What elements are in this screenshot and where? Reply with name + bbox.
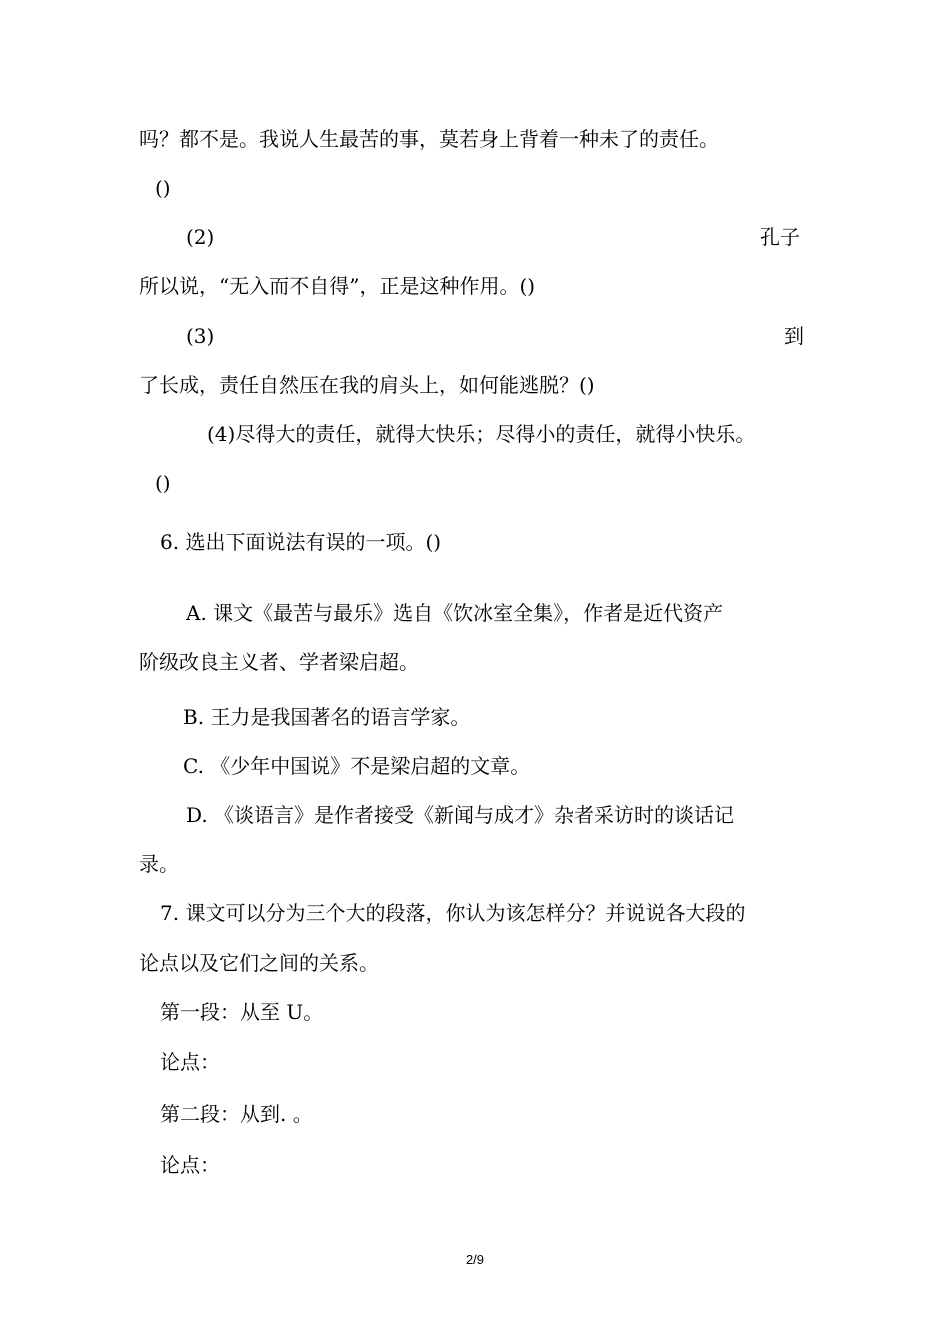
text-line-item-2: 所以说，“无入而不自得”，正是这种作用。(): [139, 274, 536, 298]
text-line-1: 吗？都不是。我说人生最苦的事，莫若身上背着一种未了的责任。: [139, 127, 719, 151]
section-2-argument: 论点：: [160, 1153, 220, 1177]
item-label-3: (3): [186, 324, 215, 348]
option-d: D. 《谈语言》是作者接受《新闻与成才》杂者采访时的谈话记: [186, 803, 735, 827]
text-line-item-4: (4)尽得大的责任，就得大快乐；尽得小的责任，就得小快乐。: [207, 422, 756, 446]
option-c: C. 《少年中国说》不是梁启超的文章。: [183, 754, 531, 778]
option-d-continued: 录。: [139, 852, 179, 876]
question-7-continued: 论点以及它们之间的关系。: [139, 951, 379, 975]
answer-blank-4: (): [155, 471, 171, 495]
text-line-item-3: 了长成，责任自然压在我的肩头上，如何能逃脱？(): [139, 373, 595, 397]
option-a-continued: 阶级改良主义者、学者梁启超。: [139, 650, 419, 674]
page-number: 2/9: [465, 1252, 485, 1267]
section-1-range: 第一段：从至 U。: [160, 1000, 324, 1024]
text-fragment-kongzi: 孔子: [760, 225, 800, 249]
section-2-range: 第二段：从到. 。: [160, 1102, 313, 1126]
item-label-2: (2): [186, 225, 215, 249]
option-a: A. 课文《最苦与最乐》选自《饮冰室全集》，作者是近代资产: [186, 601, 724, 625]
section-1-argument: 论点：: [160, 1050, 220, 1074]
option-b: B. 王力是我国著名的语言学家。: [183, 705, 471, 729]
answer-blank-1: (): [155, 176, 171, 200]
question-6: 6. 选出下面说法有误的一项。(): [160, 530, 442, 554]
question-7: 7. 课文可以分为三个大的段落，你认为该怎样分？并说说各大段的: [160, 901, 746, 925]
text-fragment-dao: 到: [784, 324, 804, 348]
